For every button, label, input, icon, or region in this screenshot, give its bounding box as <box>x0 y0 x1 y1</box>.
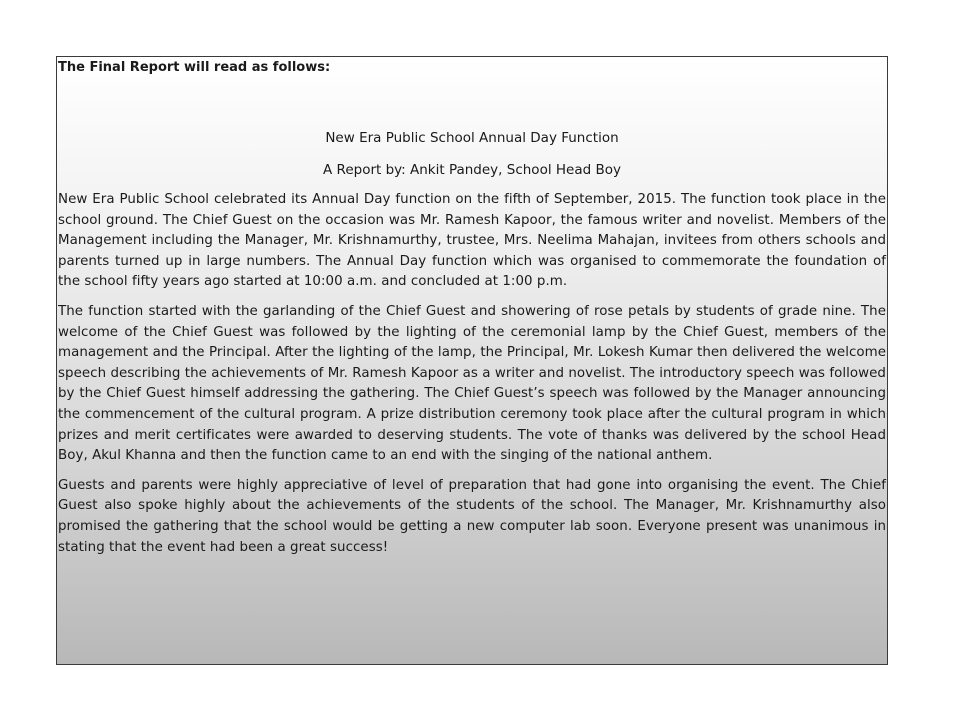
report-paragraph: Guests and parents were highly appreciative of level of preparation that had gone into organising the event. The Chief Guest also spoke highly about the achievements of the students of the school. The Manager, Mr. Krishnamurthy also promised the gathering that the school would be getting a new computer lab soon. Everyone present was unanimous in stating that the event had been a great success! <box>58 477 886 555</box>
report-heading: The Final Report will read as follows: <box>58 60 331 75</box>
report-title: New Era Public School Annual Day Function <box>325 130 619 146</box>
report-paragraph: The function started with the garlanding of the Chief Guest and showering of rose petals by students of grade nine. The welcome of the Chief Guest was followed by the lighting of the ceremonial lamp by the Chief Guest, members of the management and the Principal. After the lighting of the lamp, the Principal, Mr. Lokesh Kumar then delivered the welcome speech describing the achievements of Mr. Ramesh Kapoor as a writer and novelist. The introductory speech was followed by the Chief Guest himself addressing the gathering. The Chief Guest’s speech was followed by the Manager announcing the commencement of the cultural program. A prize distribution ceremony took place after the cultural program in which prizes and merit certificates were awarded to deserving students. The vote of thanks was delivered by the school Head Boy, Akul Khanna and then the function came to an end with the singing of the national anthem. <box>58 303 886 464</box>
report-byline: A Report by: Ankit Pandey, School Head Boy <box>323 162 621 178</box>
report-box <box>56 56 888 665</box>
report-paragraph: New Era Public School celebrated its Annual Day function on the fifth of September, 2015. The function took place in the school ground. The Chief Guest on the occasion was Mr. Ramesh Kapoor, the famous writer and novelist. Members of the Management including the Manager, Mr. Krishnamurthy, trustee, Mrs. Neelima Mahajan, invitees from others schools and parents turned up in large numbers. The Annual Day function which was organised to commemorate the foundation of the school fifty years ago started at 10:00 a.m. and concluded at 1:00 p.m. <box>58 192 886 290</box>
